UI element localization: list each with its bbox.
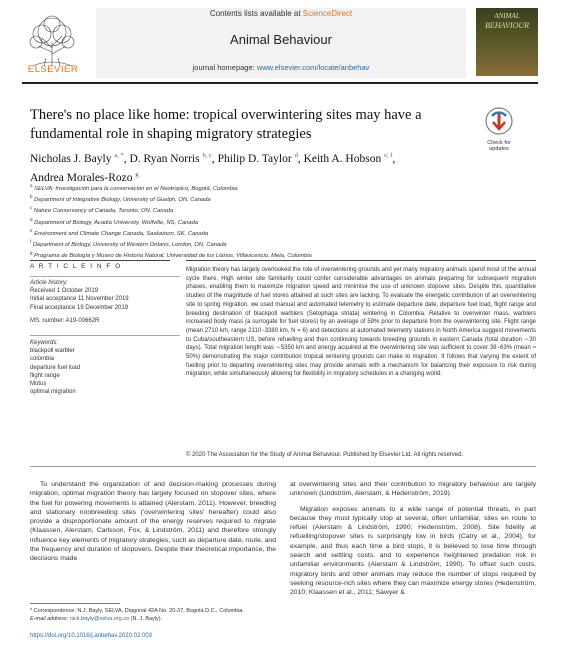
keyword-item: optimal migration [30, 389, 76, 396]
homepage-link[interactable]: www.elsevier.com/locate/anbehav [256, 63, 370, 72]
keywords-label: Keywords: [30, 340, 59, 346]
affiliation-text: Programa de Biología y Museo de Historia Natural, Universidad de los Llanos, Villavicencio, Meta, Colombia [34, 253, 312, 260]
badge-line1: Check for [487, 140, 511, 146]
sciencedirect-link[interactable]: ScienceDirect [302, 9, 353, 18]
publisher-name: ELSEVIER [27, 64, 79, 75]
elsevier-tree-logo [22, 8, 82, 72]
author-list: Nicholas J. Bayly $^{a, *}$, D. Ryan Norris $^{b, c}$, Philip D. Taylor $^d$, Keith A. Hobson $^{e, f}$, Andrea Morales-Rozo $^g$ [30, 152, 396, 184]
email-link[interactable]: nick.bayly@selva.org.co [69, 616, 130, 622]
header-divider [22, 82, 538, 84]
doi-link[interactable]: https://doi.org/10.1016/j.anbehav.2020.02.003 [30, 633, 152, 639]
affiliation-mark: f [30, 239, 32, 245]
badge-line2: updates [489, 146, 509, 152]
article-info-divider [30, 276, 180, 277]
keyword-item: Motus [30, 381, 47, 388]
author-affil-mark[interactable]: b, c [202, 152, 212, 159]
abstract-bottom-rule [30, 466, 536, 467]
author-name[interactable]: Philip D. Taylor [217, 152, 292, 165]
abstract-rule [186, 260, 536, 261]
body-paragraph: Migration exposes animals to a wide range of potential threats, in part because they must typically stop at several, often unfamiliar, sites en route to refuel (Alerstam & Lindström, 1990; Hedenström, 2008). Site fidelity at refuelling/stopover sites is surprisingly low in birds (Catry et al., 2004), for example, and thus each time a bird stops, it is believed to lose time through search and settling costs, and to experience heightened predation risk in unfamiliar environments (Alerstam & Lindström, 1990). To offset such costs, migratory birds and other animals may reduce the number of stops required by seeking resource-rich sites where they can maximize energy stores (Hedenström, 2010; Klaassen et al., 2011; Sawyer & [290, 505, 536, 597]
affiliation-item [30, 193, 500, 204]
body-column-right [290, 480, 536, 598]
correspondence-text: * Correspondence: N.J. Bayly, SELVA, Diagonal 42A No. 20-37, Bogotá D.C., Colombia. [30, 608, 245, 614]
affiliation-item [30, 238, 500, 249]
affiliation-text: Department of Biology, University of Western Ontario, London, ON, Canada [32, 242, 227, 249]
email-line [30, 615, 276, 623]
affiliation-text: Nature Conservancy of Canada, Toronto, ON, Canada [33, 208, 174, 215]
affiliation-mark: c [30, 205, 33, 211]
contents-prefix: Contents lists available at [209, 9, 303, 18]
correspondence-footnote [30, 607, 276, 623]
final-acceptance-date: Final acceptance 19 December 2019 [30, 304, 129, 311]
author-name[interactable]: Andrea Morales-Rozo [30, 171, 133, 184]
affiliation-item [30, 204, 500, 215]
affiliation-item [30, 249, 500, 260]
contents-line [96, 9, 466, 18]
affiliation-text: Department of Biology, Acadia University, Wolfville, NS, Canada [34, 219, 199, 226]
article-history [30, 279, 129, 325]
author-name[interactable]: D. Ryan Norris [129, 152, 200, 165]
cover-title-line1: ANIMAL [494, 12, 520, 20]
affiliation-item [30, 182, 500, 193]
article-title: There's no place like home: tropical overwintering sites may have a fundamental role in shaping migratory strategies [30, 107, 422, 142]
footnote-rule [30, 603, 120, 604]
author-affil-mark[interactable]: d [294, 152, 298, 159]
author-affil-mark[interactable]: a, * [114, 152, 124, 159]
affiliation-text: SELVA: Investigación para la conservación en el Neotropico, Bogotá, Colombia [34, 185, 238, 192]
email-label: E-mail address: [30, 616, 70, 622]
affiliation-text: Department of Integrative Biology, University of Guelph, ON, Canada [34, 197, 211, 204]
keyword-item: departure fuel load [30, 364, 81, 371]
keyword-item: blackpoll warbler [30, 348, 75, 355]
initial-acceptance-date: Initial acceptance 11 November 2019 [30, 296, 129, 303]
homepage-prefix: journal homepage: [192, 63, 257, 72]
check-for-updates-label[interactable] [476, 140, 522, 152]
check-for-updates-icon[interactable] [484, 106, 514, 144]
abstract-text: Migration theory has largely overlooked the role of overwintering grounds and yet many migratory animals spend most of the annual cycle there. High winter site familiarity could confer considerable advantages on animals preparing for subsequent migration phases, enabling them to maximize migration speed and minimise the use of unknown stopover sites. Despite this, quantitative studies of the magnitude of fuel stores attained at such sites are lacking. To evaluate the energetic contribution of an overwintering site to spring migration, we used manual and automated telemetry to estimate departure date, departure fuel load, flight range and breeding destination of blackpoll warblers (Setophaga striata) wintering in Colombia. Relative to overwinter mass, warblers increased body mass (a surrogate for fuel stores) by an average of 59% prior to departure from the overwintering site. Flight range (mean 2710 km, range 2110−3380 km, N = 6) and detections at automated telemetry stations in North America suggest movements to Cuba/southeastern US, before refuelling and then continuing towards breeding grounds in eastern Canada (total duration ∼30 days). Total migration length was ∼5350 km and energy acquired at the overwintering site was sufficient to cover 39−63% (mean ≈ 50%) demonstrating the major contribution tropical wintering grounds can make to migration. It follows that varying the extent of fuelling prior to departing overwintering sites may provide animals with a mechanism for balancing their exposure to risk during migration, while simultaneously allowing for flexibility in migratory schedules in a changing world. [186, 267, 536, 378]
author-affil-mark[interactable]: g [135, 170, 139, 178]
affiliation-mark: e [30, 227, 33, 233]
journal-homepage-line [96, 63, 466, 72]
ms-number: MS. number: A19-00662R [30, 317, 100, 324]
keywords-block [30, 339, 80, 396]
email-suffix: (N. J. Bayly). [129, 616, 163, 622]
affiliation-mark: d [30, 216, 33, 222]
affiliation-item [30, 216, 500, 227]
affiliation-item [30, 227, 500, 238]
body-column-left [30, 480, 276, 564]
author-name[interactable]: Nicholas J. Bayly [30, 152, 112, 165]
article-info-heading: A R T I C L E I N F O [30, 263, 122, 270]
history-label: Article history: [30, 280, 68, 286]
author-affil-mark[interactable]: e, f [384, 152, 393, 159]
journal-title: Animal Behaviour [230, 32, 332, 47]
affiliation-mark: b [30, 194, 33, 200]
copyright-notice: © 2020 The Association for the Study of Animal Behaviour. Published by Elsevier Ltd. All rights reserved. [186, 452, 464, 458]
body-paragraph: To understand the organization of and decision-making processes during migration, optimal migration theory has largely focused on stopover sites, where the fuel for powering movements is attained (Alerstam, 2011). However, breeding and stationary nonbreeding sites ('overwintering sites' hereafter) could also provide a disproportionate amount of the energy reserves required to migrate (Klaassen, Alerstam, Carlsson, Fox, & Lindström, 2011) and therefore strongly influence key elements of migratory strategies, such as departure date, route, and the frequency and duration of stopovers. Despite their theoretical importance, the decisions made [30, 481, 276, 563]
cover-title-line2: BEHAVIOUR [484, 21, 530, 30]
author-name[interactable]: Keith A. Hobson [303, 152, 382, 165]
keyword-item: colombia [30, 356, 55, 363]
keywords-divider [30, 335, 180, 336]
body-paragraph: at overwintering sites and their contribution to migratory behaviour are largely unknown (Lindström, Alerstam, & Hedenström, 2019). [290, 481, 536, 498]
affiliation-list [30, 182, 500, 261]
affiliation-text: Environment and Climate Change Canada, Saskatoon, SK, Canada [34, 230, 209, 237]
affiliation-mark: a [30, 183, 33, 188]
article-info-rule [30, 260, 170, 261]
affiliation-mark: g [30, 250, 33, 256]
received-date: Received 1 October 2019 [30, 288, 99, 295]
keyword-item: flight range [30, 372, 60, 379]
